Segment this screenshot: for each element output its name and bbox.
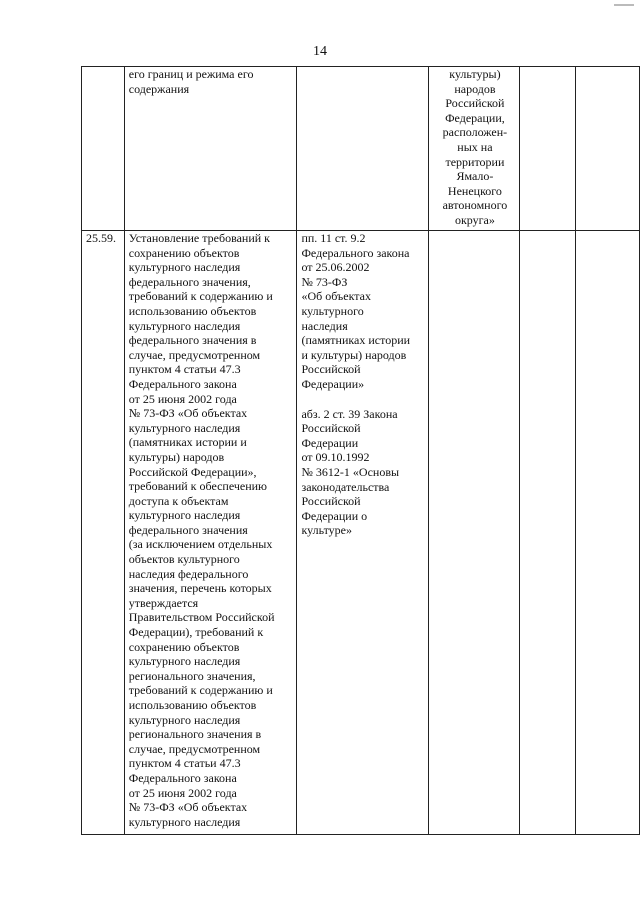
law-reference-line: Федерации: [301, 435, 359, 450]
description-line: наследия федерального: [128, 566, 249, 581]
page-number: 14: [313, 44, 327, 59]
description-line: содержания: [128, 81, 190, 96]
description-line: Установление требований к: [128, 231, 271, 245]
description-line: объектов культурного: [128, 552, 240, 567]
description-line: регионального значения,: [128, 668, 256, 683]
description-line: использованию объектов: [128, 698, 257, 712]
empty-cell: [576, 67, 640, 231]
law-reference-cell: [297, 67, 429, 231]
description-line: культурного наследия: [128, 420, 241, 435]
law-reference-line: наследия: [301, 318, 348, 333]
description-line: значения, перечень которых: [128, 581, 272, 596]
description-line: случае, предусмотренном: [128, 741, 261, 756]
category-line: ных на: [457, 139, 493, 154]
law-reference-line: Российской: [301, 362, 361, 377]
law-reference-line: культурного: [301, 303, 364, 318]
empty-cell: [519, 67, 575, 231]
description-line: (за исключением отдельных: [128, 537, 273, 552]
description-line: его границ и режима его: [128, 67, 254, 81]
description-line: требований к содержанию и: [128, 289, 273, 304]
scan-edge-mark: [614, 4, 634, 6]
description-line: федерального значения,: [128, 274, 251, 289]
paragraph-gap: [301, 392, 426, 407]
law-reference-line: от 09.10.1992: [301, 450, 370, 465]
description-line: культурного наследия: [128, 814, 241, 829]
table-row: [82, 231, 640, 835]
powers-table: [81, 66, 640, 835]
law-reference-line: и культуры) народов: [301, 347, 407, 362]
category-line: Федерации,: [445, 110, 505, 125]
law-reference-line: Федерации о: [301, 508, 368, 523]
description-line: культурного наследия: [128, 508, 241, 523]
law-reference-line: абз. 2 ст. 39 Закона: [301, 406, 398, 421]
law-reference-line: (памятниках истории: [301, 333, 411, 348]
category-line: Российской: [445, 96, 505, 111]
description-line: пунктом 4 статьи 47.3: [128, 756, 241, 771]
description-line: культуры) народов: [128, 449, 225, 464]
description-line: федерального значения: [128, 522, 248, 537]
description-line: культурного наследия: [128, 712, 241, 727]
description-line: Правительством Российской: [128, 610, 275, 625]
row-number-cell: [82, 67, 125, 231]
category-line: Ненецкого: [447, 183, 502, 198]
table-row: [82, 67, 640, 231]
law-reference-line: Российской: [301, 421, 361, 436]
row-number: 25.59.: [86, 231, 116, 245]
description-line: Федерального закона: [128, 770, 237, 785]
description-line: пунктом 4 статьи 47.3: [128, 362, 241, 377]
description-line: № 73-ФЗ «Об объектах: [128, 800, 248, 815]
category-line: народов: [454, 81, 496, 96]
law-reference-cell: [297, 231, 429, 835]
law-reference-line: Федерального закона: [301, 245, 410, 260]
description-line: Федерального закона: [128, 376, 237, 391]
description-line: Федерации), требований к: [128, 625, 264, 640]
category-cell: [429, 231, 520, 835]
description-line: от 25 июня 2002 года: [128, 785, 237, 800]
category-line: округа»: [454, 212, 495, 227]
description-line: доступа к объектам: [128, 493, 229, 508]
description-line: утверждается: [128, 595, 199, 610]
description-line: сохранению объектов: [128, 639, 240, 654]
law-reference-line: «Об объектах: [301, 289, 371, 304]
description-cell: [124, 231, 297, 835]
law-reference-line: пп. 11 ст. 9.2: [301, 231, 366, 245]
description-cell: [124, 67, 297, 231]
empty-cell: [576, 231, 640, 835]
description-line: от 25 июня 2002 года: [128, 391, 237, 406]
category-line: автономного: [442, 198, 508, 213]
empty-cell: [519, 231, 575, 835]
description-line: культурного наследия: [128, 654, 241, 669]
law-reference-line: законодательства: [301, 479, 390, 494]
description-line: использованию объектов: [128, 303, 257, 318]
category-cell: [429, 67, 520, 231]
description-line: случае, предусмотренном: [128, 347, 261, 362]
law-reference-line: № 73-ФЗ: [301, 274, 348, 289]
category-line: культуры): [449, 67, 501, 81]
law-reference-line: Федерации»: [301, 376, 365, 391]
category-line: территории: [445, 154, 505, 169]
description-line: требований к обеспечению: [128, 479, 268, 494]
description-line: № 73-ФЗ «Об объектах: [128, 406, 248, 421]
category-line: расположен-: [442, 125, 508, 140]
description-line: требований к содержанию и: [128, 683, 273, 698]
description-line: сохранению объектов: [128, 245, 240, 260]
law-reference-line: культуре»: [301, 523, 353, 538]
description-line: культурного наследия: [128, 260, 241, 275]
description-line: культурного наследия: [128, 318, 241, 333]
law-reference-line: Российской: [301, 494, 361, 509]
law-reference-line: № 3612-1 «Основы: [301, 464, 400, 479]
category-line: Ямало-: [456, 169, 494, 184]
description-line: Российской Федерации»,: [128, 464, 257, 479]
law-reference-line: от 25.06.2002: [301, 260, 370, 275]
description-line: федерального значения в: [128, 333, 257, 348]
description-line: (памятниках истории и: [128, 435, 247, 450]
row-number-cell: [82, 231, 125, 835]
description-line: регионального значения в: [128, 727, 262, 742]
